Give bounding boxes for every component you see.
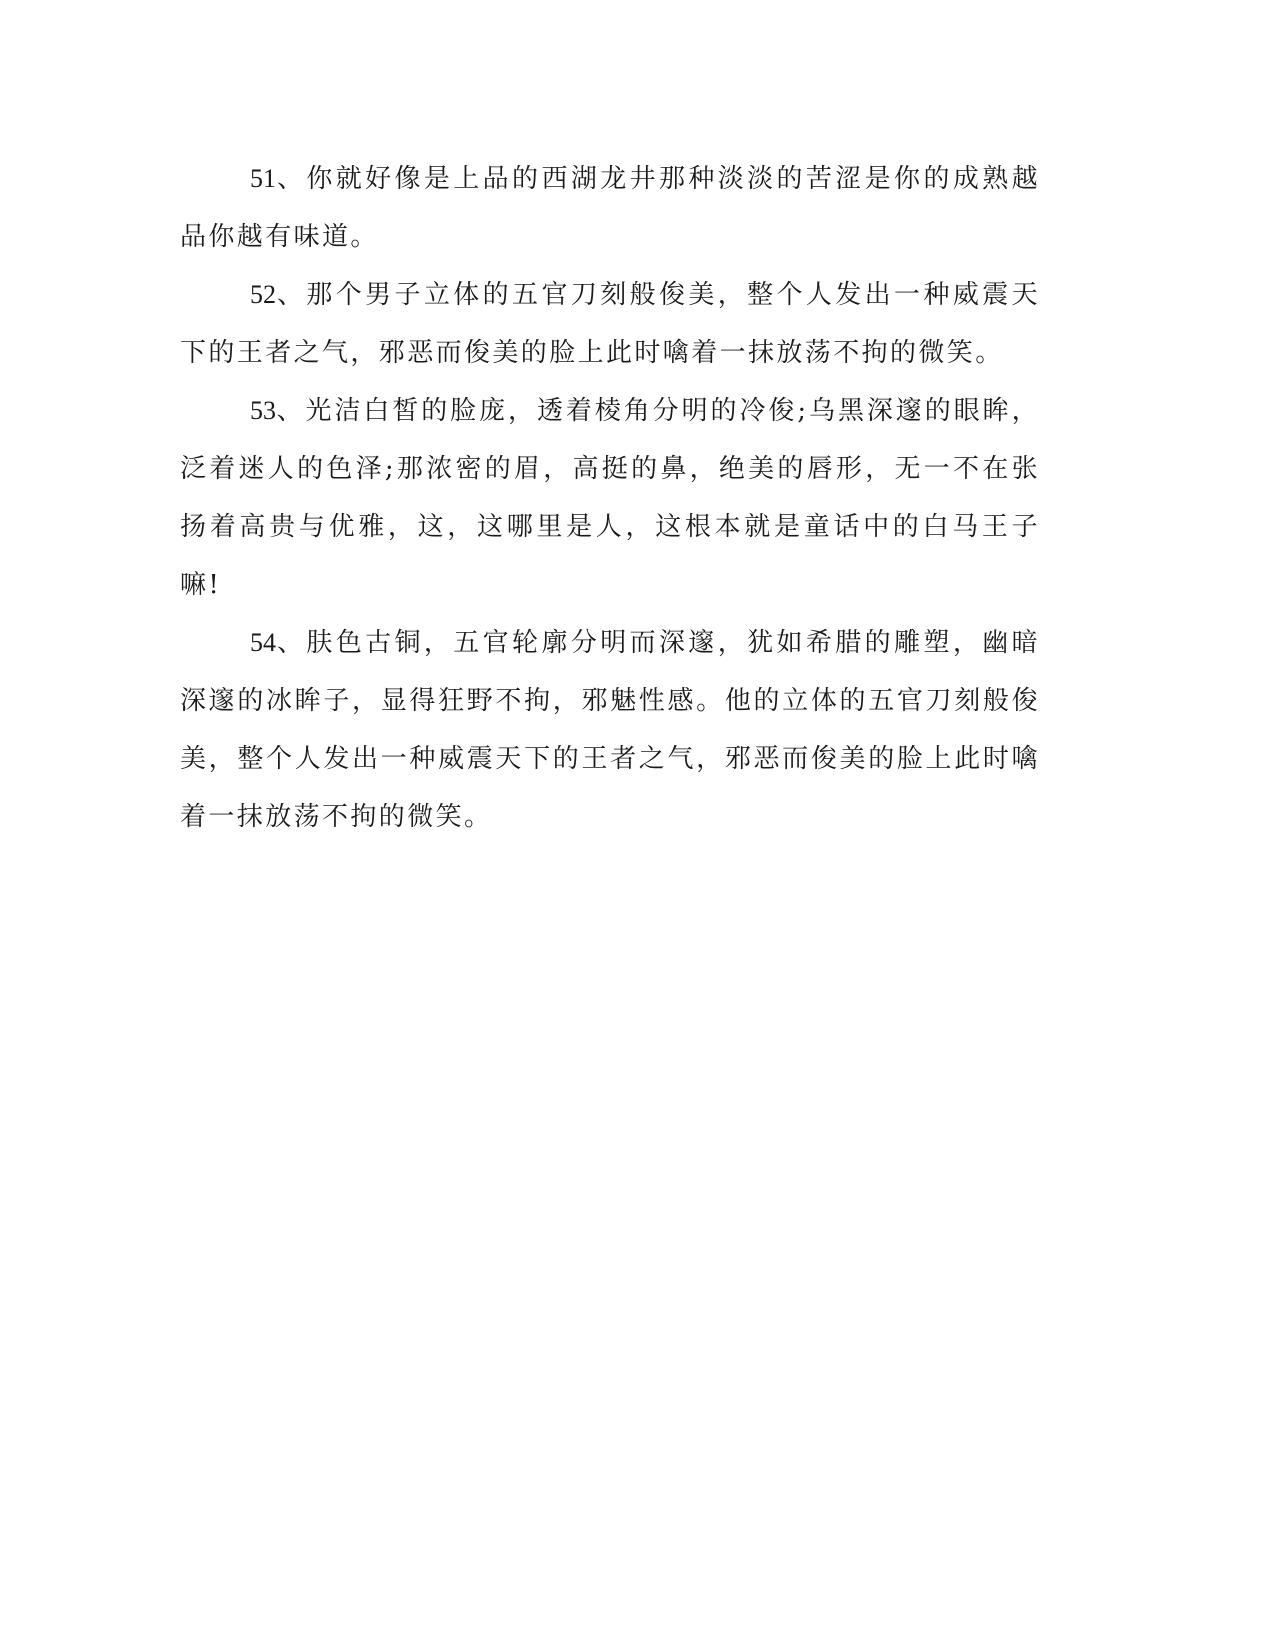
paragraph-text: 、光洁白皙的脸庞，透着棱角分明的冷俊;乌黑深邃的眼眸，泛着迷人的色泽;那浓密的眉，高挺的鼻，绝美的唇形，无一不在张扬着高贵与优雅，这，这哪里是人，这根本就是童话中的白马王子嘛!: [180, 396, 1040, 600]
paragraph-52: [180, 266, 1040, 382]
paragraph-51: [180, 150, 1040, 266]
paragraph-53: [180, 382, 1040, 614]
paragraph-number: 53: [250, 396, 276, 425]
paragraph-number: 52: [250, 280, 276, 309]
paragraph-text: 、肤色古铜，五官轮廓分明而深邃，犹如希腊的雕塑，幽暗深邃的冰眸子，显得狂野不拘，邪魅性感。他的立体的五官刀刻般俊美，整个人发出一种威震天下的王者之气，邪恶而俊美的脸上此时噙着一抹放荡不拘的微笑。: [180, 628, 1040, 832]
paragraph-number: 54: [250, 628, 276, 657]
paragraph-text: 、那个男子立体的五官刀刻般俊美，整个人发出一种威震天下的王者之气，邪恶而俊美的脸上此时噙着一抹放荡不拘的微笑。: [180, 280, 1040, 368]
paragraph-54: [180, 614, 1040, 846]
paragraph-number: 51: [250, 164, 276, 193]
paragraph-text: 、你就好像是上品的西湖龙井那种淡淡的苦涩是你的成熟越品你越有味道。: [180, 164, 1040, 252]
document-body: [180, 150, 1040, 846]
